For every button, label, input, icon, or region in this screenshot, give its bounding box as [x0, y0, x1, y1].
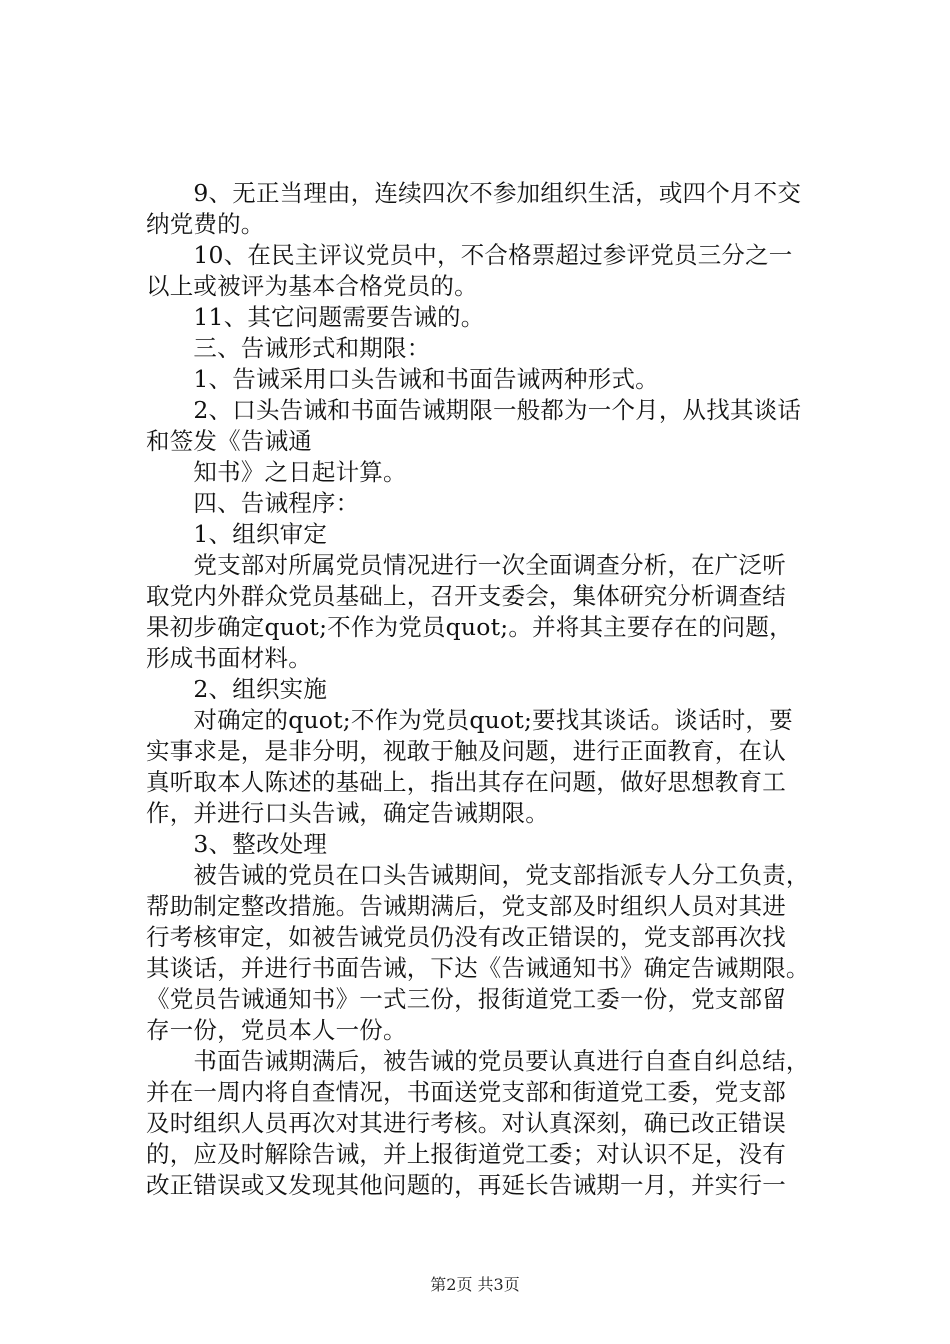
text-line: 行考核审定，如被告诫党员仍没有改正错误的，党支部再次找	[146, 923, 786, 951]
text-line: 1、组织审定	[146, 520, 328, 548]
text-line: 并在一周内将自查情况，书面送党支部和街道党工委，党支部	[146, 1078, 786, 1106]
text-line: 四、告诫程序：	[146, 489, 360, 517]
text-line: 2、组织实施	[146, 675, 328, 703]
text-line: 实事求是，是非分明，视敢于触及问题，进行正面教育，在认	[146, 737, 786, 765]
text-line: 取党内外群众党员基础上，召开支委会，集体研究分析调查结	[146, 582, 786, 610]
text-line: 知书》之日起计算。	[146, 458, 407, 486]
text-line: 存一份，党员本人一份。	[146, 1016, 407, 1044]
text-line: 3、整改处理	[146, 830, 328, 858]
text-line: 书面告诫期满后，被告诫的党员要认真进行自查自纠总结，	[146, 1047, 810, 1075]
text-line: 形成书面材料。	[146, 644, 312, 672]
text-line: 2、口头告诫和书面告诫期限一般都为一个月，从找其谈话	[146, 396, 802, 424]
text-line: 党支部对所属党员情况进行一次全面调查分析，在广泛听	[146, 551, 786, 579]
text-line: 及时组织人员再次对其进行考核。对认真深刻，确已改正错误	[146, 1109, 786, 1137]
text-line: 其谈话，并进行书面告诫，下达《告诫通知书》确定告诫期限。	[146, 954, 810, 982]
text-line: 和签发《告诫通	[146, 427, 312, 455]
text-line: 帮助制定整改措施。告诫期满后，党支部及时组织人员对其进	[146, 892, 786, 920]
text-line: 改正错误或又发现其他问题的，再延长告诫期一月，并实行一	[146, 1171, 786, 1199]
text-line: 《党员告诫通知书》一式三份，报街道党工委一份，党支部留	[146, 985, 786, 1013]
text-line: 11、其它问题需要告诫的。	[146, 303, 485, 331]
text-line: 的，应及时解除告诫，并上报街道党工委；对认识不足，没有	[146, 1140, 786, 1168]
text-line: 被告诫的党员在口头告诫期间，党支部指派专人分工负责，	[146, 861, 810, 889]
text-line: 对确定的quot;不作为党员quot;要找其谈话。谈话时，要	[146, 706, 793, 734]
document-body	[146, 178, 846, 1201]
text-line: 三、告诫形式和期限：	[146, 334, 431, 362]
text-line: 9、无正当理由，连续四次不参加组织生活，或四个月不交	[146, 179, 802, 207]
text-line: 1、告诫采用口头告诫和书面告诫两种形式。	[146, 365, 659, 393]
text-line: 作，并进行口头告诫，确定告诫期限。	[146, 799, 549, 827]
text-line: 10、在民主评议党员中，不合格票超过参评党员三分之一	[146, 241, 793, 269]
text-line: 以上或被评为基本合格党员的。	[146, 272, 478, 300]
text-line: 纳党费的。	[146, 210, 265, 238]
text-line: 真听取本人陈述的基础上，指出其存在问题，做好思想教育工	[146, 768, 786, 796]
page-footer: 第2页 共3页	[430, 1275, 520, 1294]
text-line: 果初步确定quot;不作为党员quot;。并将其主要存在的问题，	[146, 613, 793, 641]
